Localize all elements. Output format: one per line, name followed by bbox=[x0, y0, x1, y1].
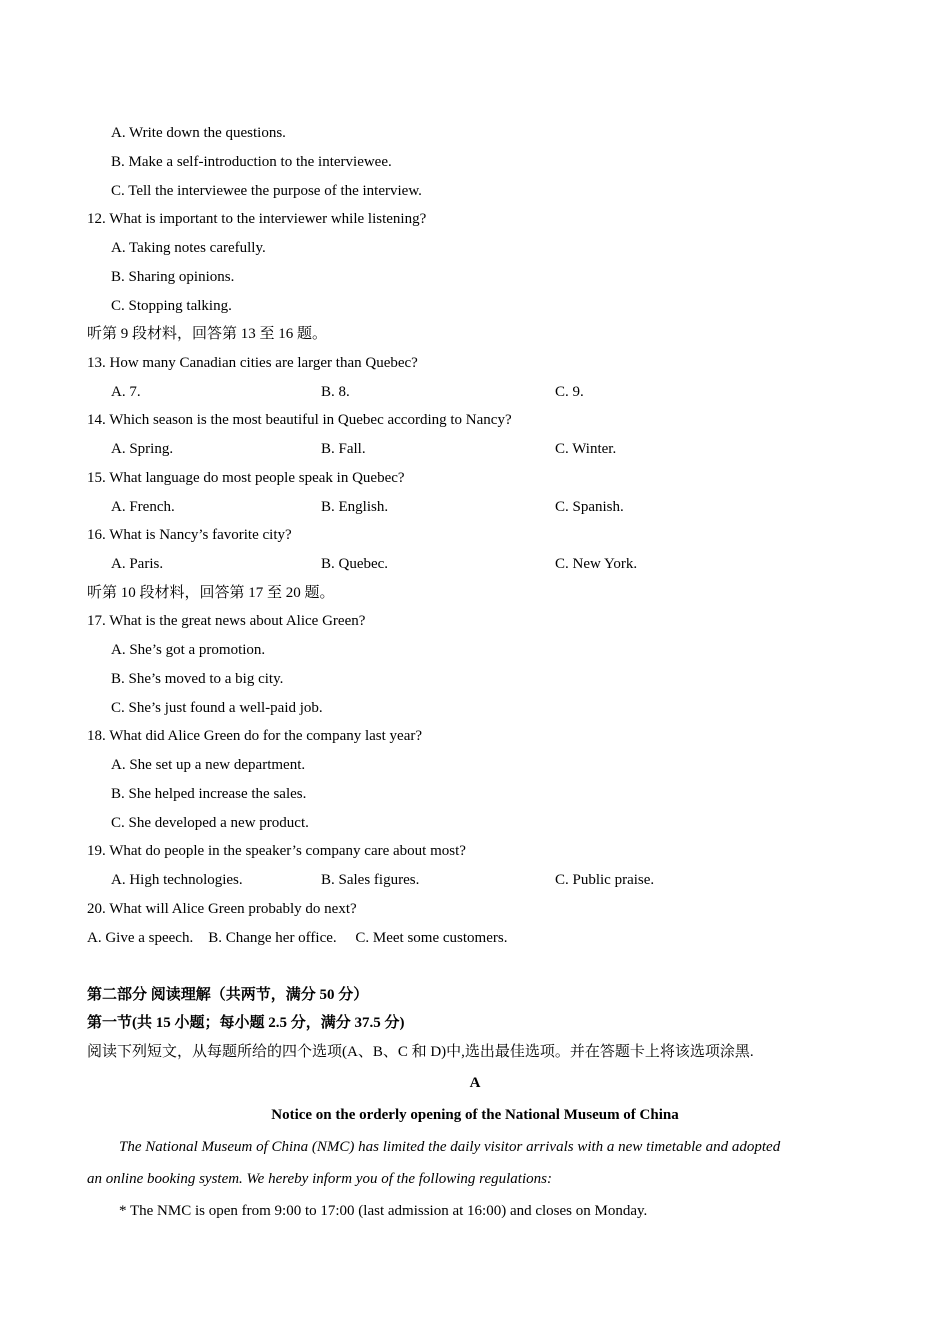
q13-question: 13. How many Canadian cities are larger than Quebec? bbox=[87, 355, 418, 371]
part2-heading: 第二部分 阅读理解（共两节，满分 50 分） bbox=[87, 987, 369, 1003]
q12-question: 12. What is important to the interviewer while listening? bbox=[87, 211, 427, 227]
q11-option-c: C. Tell the interviewee the purpose of the interview. bbox=[111, 183, 422, 199]
q17-question: 17. What is the great news about Alice Green? bbox=[87, 613, 366, 629]
q11-option-a: A. Write down the questions. bbox=[111, 125, 286, 141]
passage-intro-line2: an online booking system. We hereby inform you of the following regulations: bbox=[87, 1171, 552, 1187]
q19-question: 19. What do people in the speaker’s company care about most? bbox=[87, 843, 466, 859]
q14-option-b: B. Fall. bbox=[321, 441, 366, 457]
q18-option-a: A. She set up a new department. bbox=[111, 757, 306, 773]
passage-rule-1: * The NMC is open from 9:00 to 17:00 (last admission at 16:00) and closes on Monday. bbox=[119, 1203, 648, 1219]
q15-question: 15. What language do most people speak in Quebec? bbox=[87, 470, 405, 486]
passage-intro-line1: The National Museum of China (NMC) has limited the daily visitor arrivals with a new timetable and adopted bbox=[119, 1139, 781, 1155]
q14-option-a: A. Spring. bbox=[111, 441, 174, 457]
q19-option-c: C. Public praise. bbox=[555, 872, 655, 888]
q16-option-c: C. New York. bbox=[555, 556, 638, 572]
passage-label: A bbox=[469, 1075, 481, 1091]
q17-option-b: B. She’s moved to a big city. bbox=[111, 671, 284, 687]
q13-option-c: C. 9. bbox=[555, 384, 584, 400]
q20-options: A. Give a speech. B. Change her office. C. Meet some customers. bbox=[87, 930, 508, 946]
q17-option-a: A. She’s got a promotion. bbox=[111, 642, 266, 658]
q20-question: 20. What will Alice Green probably do next? bbox=[87, 901, 357, 917]
q12-option-b: B. Sharing opinions. bbox=[111, 269, 235, 285]
section9-instruction: 听第 9 段材料，回答第 13 至 16 题。 bbox=[87, 326, 328, 342]
q16-question: 16. What is Nancy’s favorite city? bbox=[87, 527, 292, 543]
q14-option-c: C. Winter. bbox=[555, 441, 617, 457]
reading-instruction: 阅读下列短文，从每题所给的四个选项(A、B、C 和 D)中,选出最佳选项。并在答题卡上将该选项涂黑. bbox=[87, 1044, 754, 1060]
q19-option-b: B. Sales figures. bbox=[321, 872, 420, 888]
q17-option-c: C. She’s just found a well-paid job. bbox=[111, 700, 323, 716]
section10-instruction: 听第 10 段材料，回答第 17 至 20 题。 bbox=[87, 585, 335, 601]
q16-option-b: B. Quebec. bbox=[321, 556, 389, 572]
q18-option-b: B. She helped increase the sales. bbox=[111, 786, 307, 802]
q12-option-c: C. Stopping talking. bbox=[111, 298, 232, 314]
q13-option-a: A. 7. bbox=[111, 384, 141, 400]
q18-question: 18. What did Alice Green do for the company last year? bbox=[87, 728, 423, 744]
section1-heading: 第一节(共 15 小题；每小题 2.5 分，满分 37.5 分) bbox=[87, 1015, 405, 1031]
q11-option-b: B. Make a self-introduction to the interviewee. bbox=[111, 154, 392, 170]
q15-option-b: B. English. bbox=[321, 499, 389, 515]
q14-question: 14. Which season is the most beautiful in Quebec according to Nancy? bbox=[87, 412, 512, 428]
passage-title: Notice on the orderly opening of the National Museum of China bbox=[271, 1107, 679, 1123]
q12-option-a: A. Taking notes carefully. bbox=[111, 240, 266, 256]
q19-option-a: A. High technologies. bbox=[111, 872, 243, 888]
q18-option-c: C. She developed a new product. bbox=[111, 815, 309, 831]
q16-option-a: A. Paris. bbox=[111, 556, 164, 572]
q13-option-b: B. 8. bbox=[321, 384, 350, 400]
q15-option-c: C. Spanish. bbox=[555, 499, 624, 515]
q15-option-a: A. French. bbox=[111, 499, 175, 515]
